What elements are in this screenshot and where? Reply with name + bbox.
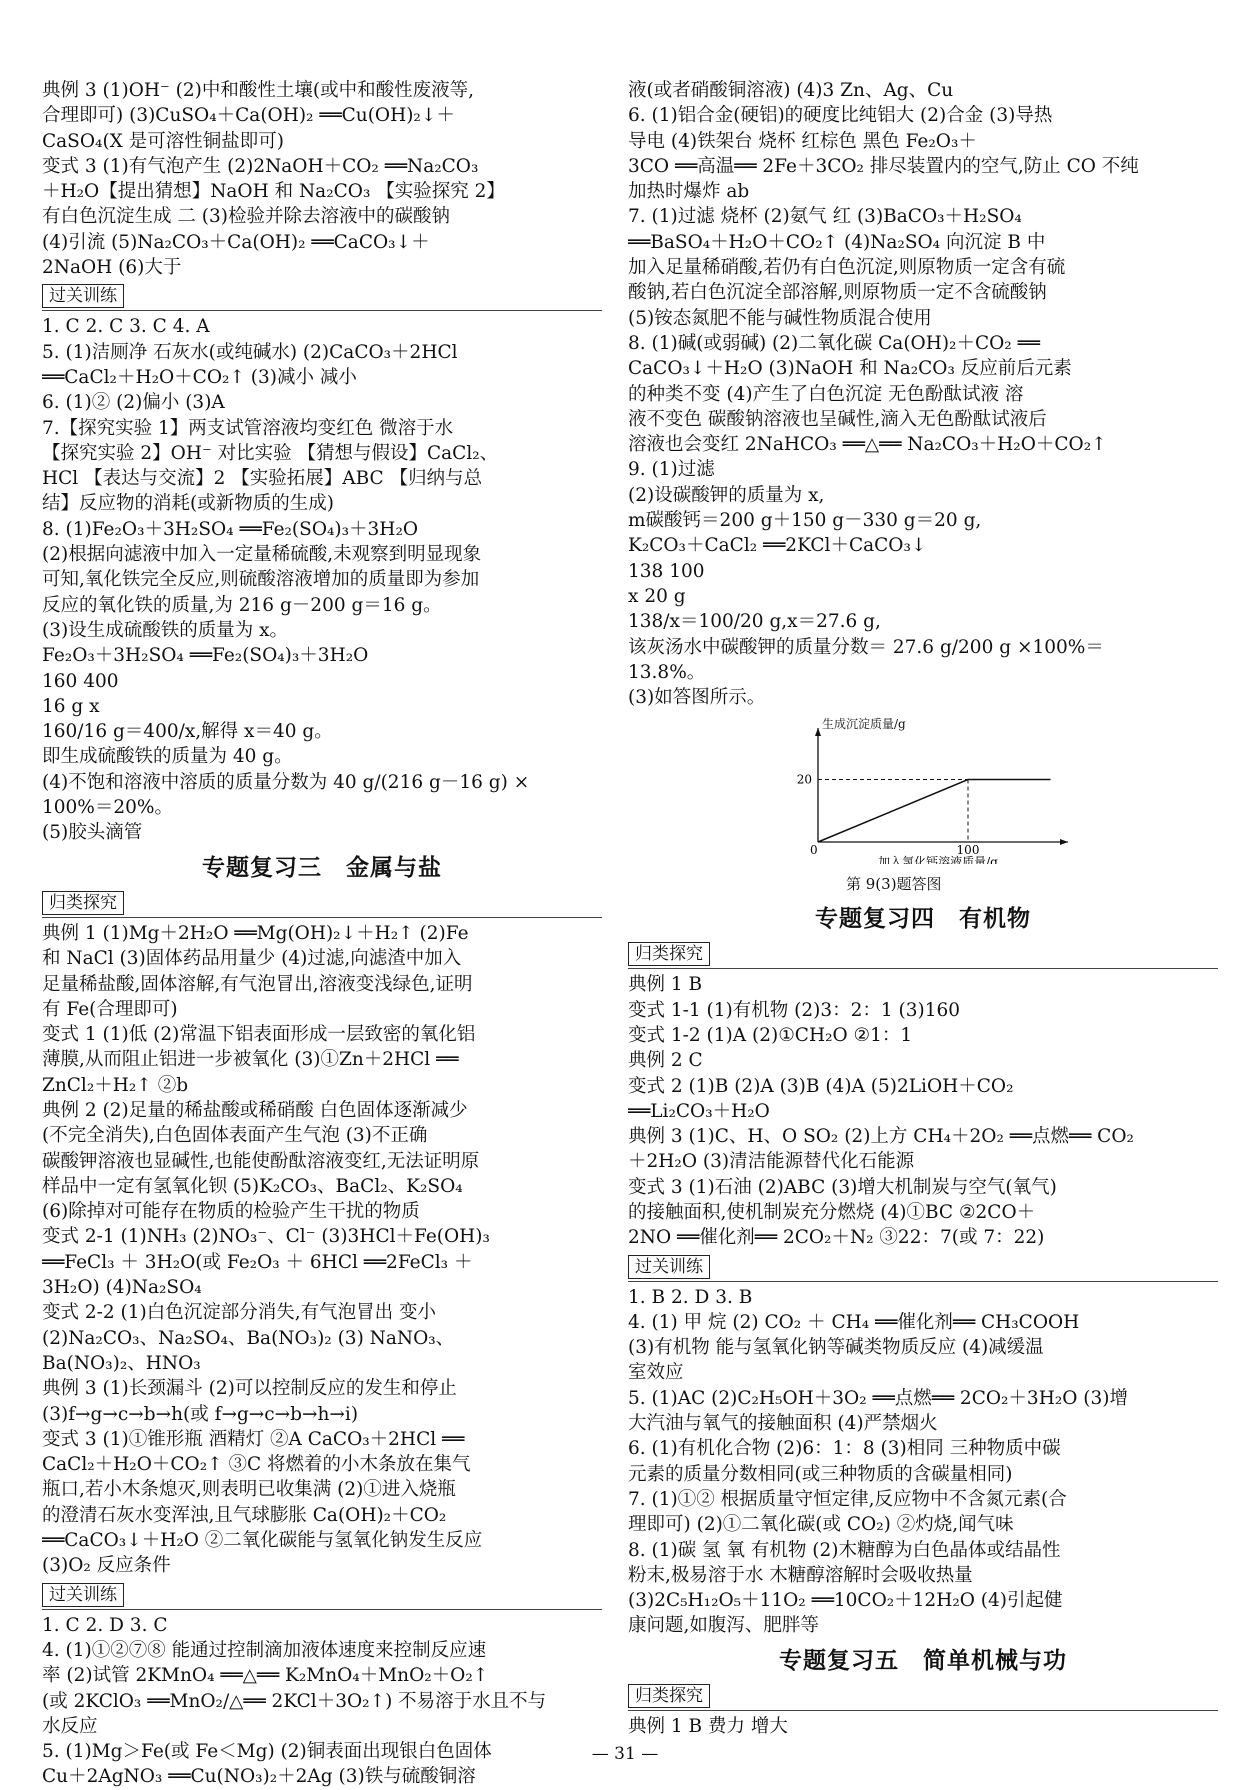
text-line: (2)Na₂CO₃、Na₂SO₄、Ba(NO₃)₂ (3) NaNO₃、 [42,1327,455,1349]
text-line: 变式 2-1 (1)NH₃ (2)NO₃⁻、Cl⁻ (3)3HCl＋Fe(OH)₃ [42,1226,490,1248]
text-line: 合理即可) (3)CuSO₄＋Ca(OH)₂ ══Cu(OH)₂↓＋ [42,105,455,127]
heading-box: 归类探究 [628,1684,710,1708]
text-line: (5)胶头滴管 [42,822,143,844]
text-line: m碳酸钙＝200 g＋150 g－330 g＝20 g, [628,510,982,532]
text-line: ＋2H₂O (3)清洁能源替代化石能源 [628,1151,915,1173]
text-line: 元素的质量分数相同(或三种物质的含碳量相同) [628,1463,1013,1485]
text-line: 有白色沉淀生成 二 (3)检验并除去溶液中的碳酸钠 [42,206,450,228]
text-line: 8. (1)碱(或弱碱) (2)二氧化碳 Ca(OH)₂＋CO₂ ══ [628,332,1040,354]
text-line: 4. (1)①②⑦⑧ 能通过控制滴加液体速度来控制反应速 [42,1639,487,1661]
text-line: 1. C 2. D 3. C [42,1614,168,1636]
text-line: 典例 2 (2)足量的稀盐酸或稀硝酸 白色固体逐渐减少 [42,1099,468,1121]
text-line: 16 g x [42,695,100,717]
text-line: 典例 3 (1)长颈漏斗 (2)可以控制反应的发生和停止 [42,1378,457,1400]
left-column [42,78,602,1790]
text-line: 13.8%。 [628,661,706,683]
heading-box: 过关训练 [42,284,124,308]
text-line: 碳酸钾溶液也显碱性,也能使酚酞溶液变红,无法证明原 [42,1150,480,1172]
text-line: 大汽油与氧气的接触面积 (4)严禁烟火 [628,1413,938,1435]
line-chart-svg [778,714,1078,864]
text-line: 率 (2)试管 2KMnO₄ ══△══ K₂MnO₄＋MnO₂＋O₂↑ [42,1665,489,1687]
text-line: (3)如答图所示。 [628,687,766,709]
text-line: 8. (1)碳 氢 氧 有机物 (2)木糖醇为白色晶体或结晶性 [628,1539,1061,1561]
text-line: (3)2C₅H₁₂O₅＋11O₂ ══10CO₂＋12H₂O (4)引起健 [628,1590,1063,1612]
text-line: 典例 3 (1)OH⁻ (2)中和酸性土壤(或中和酸性废液等, [42,80,474,101]
text-line: ZnCl₂＋H₂↑ ②b [42,1074,189,1096]
text-line: 3H₂O) (4)Na₂SO₄ [42,1277,202,1299]
text-line: ══BaSO₄＋H₂O＋CO₂↑ (4)Na₂SO₄ 向沉淀 B 中 [628,231,1046,253]
text-line: ══CaCO₃↓＋H₂O ②二氧化碳能与氢氧化钠发生反应 [42,1530,483,1552]
text-line: 水反应 [42,1715,98,1737]
series-line [818,780,1051,843]
text-line: 变式 3 (1)石油 (2)ABC (3)增大机制炭与空气(氧气) [628,1176,1057,1198]
text-line: 变式 3 (1)有气泡产生 (2)2NaOH＋CO₂ ══Na₂CO₃ [42,155,479,177]
text-line: CaCl₂＋H₂O＋CO₂↑ ③C 将燃着的小木条放在集气 [42,1454,471,1476]
chart-caption: 第 9(3)题答图 [846,874,942,893]
right-block-4 [628,1714,1218,1739]
text-line: 3CO ══高温══ 2Fe＋3CO₂ 排尽装置内的空气,防止 CO 不纯 [628,155,1139,177]
page-number: — 31 — [591,1744,659,1764]
text-line: 6. (1)② (2)偏小 (3)A [42,392,225,414]
text-line: CaCO₃↓＋H₂O (3)NaOH 和 Na₂CO₃ 反应前后元素 [628,358,1072,380]
text-line: 的种类不变 (4)产生了白色沉淀 无色酚酞试液 溶 [628,383,1024,405]
text-line: ══FeCl₃ ＋ 3H₂O(或 Fe₂O₃ ＋ 6HCl ══2FeCl₃ ＋ [42,1251,473,1273]
text-line: CaSO₄(X 是可溶性铜盐即可) [42,130,284,152]
heading-row [42,1581,602,1610]
text-line: (6)除掉对可能存在物质的检验产生干扰的物质 [42,1201,420,1223]
text-line: ＋H₂O【提出猜想】NaOH 和 Na₂CO₃ 【实验探究 2】 [42,181,505,203]
text-line: 典例 2 C [628,1050,703,1072]
text-line: 变式 1-2 (1)A (2)①CH₂O ②1：1 [628,1024,913,1046]
heading-box: 过关训练 [628,1255,710,1279]
text-line: 1. B 2. D 3. B [628,1286,753,1308]
text-line: 溶液也会变红 2NaHCO₃ ══△══ Na₂CO₃＋H₂O＋CO₂↑ [628,434,1107,456]
text-line: Fe₂O₃＋3H₂SO₄ ══Fe₂(SO₄)₃＋3H₂O [42,645,369,667]
x-axis-label: 加入氯化钙溶液质量/g [878,855,998,865]
text-line: 138/x＝100/20 g,x＝27.6 g, [628,611,881,633]
text-line: (3)设生成硫酸铁的质量为 x。 [42,619,289,641]
text-line: 160 400 [42,670,119,692]
text-line: 变式 3 (1)①锥形瓶 酒精灯 ②A CaCO₃＋2HCl ══ [42,1428,465,1450]
text-line: 的澄清石灰水变浑浊,且气球膨胀 Ca(OH)₂＋CO₂ [42,1504,447,1526]
text-line: 加热时爆炸 ab [628,181,750,203]
text-line: 液(或者硝酸铜溶液) (4)3 Zn、Ag、Cu [628,80,954,101]
text-line: 6. (1)有机化合物 (2)6：1：8 (3)相同 三种物质中碳 [628,1438,1061,1460]
text-line: 室效应 [628,1362,684,1384]
section-title: 专题复习三 金属与盐 [202,854,442,881]
right-block-3 [628,1285,1218,1639]
text-line: 的接触面积,使机制炭充分燃烧 (4)①BC ②2CO＋ [628,1201,1036,1223]
text-line: 典例 1 (1)Mg＋2H₂O ══Mg(OH)₂↓＋H₂↑ (2)Fe [42,922,469,944]
x-tick-label: 0 [810,843,818,858]
text-line: 变式 2 (1)B (2)A (3)B (4)A (5)2LiOH＋CO₂ [628,1075,1014,1097]
section-title: 专题复习四 有机物 [815,906,1031,933]
text-line: ══Li₂CO₃＋H₂O [628,1100,770,1122]
heading-row [628,1253,1218,1282]
text-line: (或 2KClO₃ ══MnO₂/△══ 2KCl＋3O₂↑) 不易溶于水且不与 [42,1690,547,1712]
right-block-1 [628,78,1218,710]
y-axis-label: 生成沉淀质量/g [822,717,906,732]
text-line: (4)不饱和溶液中溶质的质量分数为 40 g/(216 g－16 g) × [42,771,530,793]
heading-row [42,889,602,918]
left-block-2 [42,314,602,845]
text-line: (3)有机物 能与氢氧化钠等碱类物质反应 (4)减缓温 [628,1337,1044,1359]
text-line: 样品中一定有氢氧化钡 (5)K₂CO₃、BaCl₂、K₂SO₄ [42,1175,463,1197]
text-line: ══CaCl₂＋H₂O＋CO₂↑ (3)减小 减小 [42,366,357,388]
text-line: 典例 1 B 费力 增大 [628,1716,788,1738]
y-tick-label: 20 [796,772,812,787]
text-line: 5. (1)洁厕净 石灰水(或纯碱水) (2)CaCO₃＋2HCl [42,341,458,363]
answer-chart [778,714,1218,871]
text-line: 即生成硫酸铁的质量为 40 g。 [42,746,293,768]
text-line: 导电 (4)铁架台 烧杯 红棕色 黑色 Fe₂O₃＋ [628,130,977,152]
text-line: Ba(NO₃)₂、HNO₃ [42,1352,201,1374]
text-line: 7.【探究实验 1】两支试管溶液均变红色 微溶于水 [42,417,454,439]
text-line: 变式 1 (1)低 (2)常温下铝表面形成一层致密的氧化铝 [42,1024,476,1046]
text-line: (3)O₂ 反应条件 [42,1555,171,1577]
text-line: x 20 g [628,585,686,607]
text-line: 康问题,如腹泻、肥胖等 [628,1615,819,1637]
heading-box: 过关训练 [42,1583,124,1607]
text-line: 可知,氧化铁完全反应,则硫酸溶液增加的质量即为参加 [42,569,480,591]
text-line: 加入足量稀硝酸,若仍有白色沉淀,则原物质一定含有硫 [628,257,1066,279]
text-line: 液不变色 碳酸钠溶液也呈碱性,滴入无色酚酞试液后 [628,408,1047,430]
text-line: 【探究实验 2】OH⁻ 对比实验 【猜想与假设】CaCl₂、 [42,442,499,464]
text-line: 和 NaCl (3)固体药品用量少 (4)过滤,向滤渣中加入 [42,948,462,970]
text-line: 8. (1)Fe₂O₃＋3H₂SO₄ ══Fe₂(SO₄)₃＋3H₂O [42,518,419,540]
text-line: 6. (1)铝合金(硬铝)的硬度比纯铝大 (2)合金 (3)导热 [628,105,1053,127]
text-line: 有 Fe(合理即可) [42,998,178,1020]
heading-row [628,1682,1218,1711]
text-line: 变式 2-2 (1)白色沉淀部分消失,有气泡冒出 变小 [42,1302,437,1324]
text-line: 典例 1 B [628,974,703,996]
text-line: (3)f→g→c→b→h(或 f→g→c→b→h→i) [42,1403,359,1425]
text-line: 粉末,极易溶于水 木糖醇溶解时会吸收热量 [628,1564,973,1586]
text-line: 该灰汤水中碳酸钾的质量分数＝ 27.6 g/200 g ×100%＝ [628,636,1104,658]
y-axis-arrow [815,728,821,736]
text-line: 酸钠,若白色沉淀全部溶解,则原物质一定不含硫酸钠 [628,282,1047,304]
text-line: 2NaOH (6)大于 [42,257,182,279]
text-line: HCl 【表达与交流】2 【实验拓展】ABC 【归纳与总 [42,468,483,490]
text-line: (5)铵态氮肥不能与碱性物质混合使用 [628,307,932,329]
text-line: 5. (1)Mg＞Fe(或 Fe＜Mg) (2)铜表面出现银白色固体 [42,1741,492,1763]
text-line: 7. (1)过滤 烧杯 (2)氨气 红 (3)BaCO₃＋H₂SO₄ [628,206,1022,228]
text-line: (2)设碳酸钾的质量为 x, [628,484,825,506]
x-axis-arrow [1060,839,1068,845]
heading-box: 归类探究 [628,942,710,966]
left-block-1 [42,78,602,280]
text-line: 瓶口,若小木条熄灭,则表明已收集满 (2)①进入烧瓶 [42,1479,456,1501]
text-line: 1. C 2. C 3. C 4. A [42,316,210,338]
text-line: 7. (1)①② 根据质量守恒定律,反应物中不含氮元素(合 [628,1488,1067,1510]
text-line: 变式 1-1 (1)有机物 (2)3：2：1 (3)160 [628,999,961,1021]
text-line: (2)根据向滤液中加入一定量稀硫酸,未观察到明显现象 [42,544,482,566]
heading-row [42,282,602,311]
right-column [628,78,1218,1739]
x-tick-label: 100 [956,843,980,858]
text-line: 4. (1) 甲 烷 (2) CO₂ ＋ CH₄ ══催化剂══ CH₃COOH [628,1311,1080,1333]
text-line: (不完全消失),白色固体表面产生气泡 (3)不正确 [42,1125,428,1147]
section-title: 专题复习五 简单机械与功 [779,1647,1067,1674]
text-line: 薄膜,从而阻止铝进一步被氧化 (3)①Zn＋2HCl ══ [42,1049,459,1071]
text-line: 结】反应物的消耗(或新物质的生成) [42,493,334,515]
text-line: 5. (1)AC (2)C₂H₅OH＋3O₂ ══点燃══ 2CO₂＋3H₂O (3)增 [628,1387,1129,1409]
text-line: Cu＋2AgNO₃ ══Cu(NO₃)₂＋2Ag (3)铁与硫酸铜溶 [42,1766,476,1788]
text-line: (4)引流 (5)Na₂CO₃＋Ca(OH)₂ ══CaCO₃↓＋ [42,231,430,253]
right-block-2 [628,972,1218,1250]
text-line: 2NO ══催化剂══ 2CO₂＋N₂ ③22：7(或 7：22) [628,1227,1045,1249]
left-block-3 [42,921,602,1579]
text-line: 典例 3 (1)C、H、O SO₂ (2)上方 CH₄＋2O₂ ══点燃══ CO₂ [628,1126,1134,1148]
text-line: 138 100 [628,560,705,582]
text-line: 100%＝20%。 [42,797,174,819]
heading-row [628,940,1218,969]
heading-box: 归类探究 [42,891,124,915]
text-line: 理即可) (2)①二氧化碳(或 CO₂) ②灼烧,闻气味 [628,1514,1014,1536]
text-line: K₂CO₃＋CaCl₂ ══2KCl＋CaCO₃↓ [628,535,927,557]
text-line: 160/16 g＝400/x,解得 x＝40 g。 [42,721,333,743]
text-line: 反应的氧化铁的质量,为 216 g－200 g＝16 g。 [42,594,442,616]
text-line: 足量稀盐酸,固体溶解,有气泡冒出,溶液变浅绿色,证明 [42,973,473,995]
text-line: 9. (1)过滤 [628,459,715,481]
